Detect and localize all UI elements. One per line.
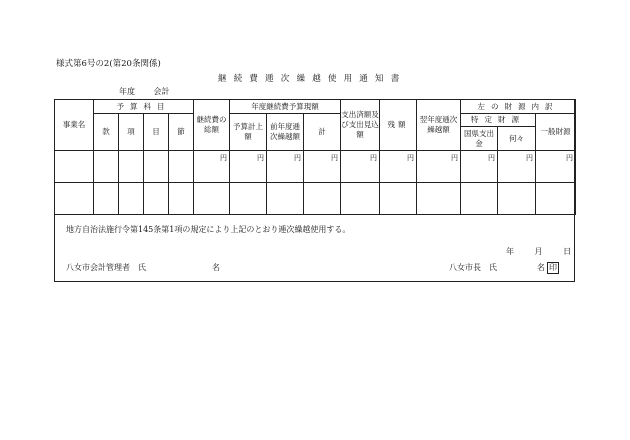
yen-unit: 円 [304,151,341,183]
header-setsu: 節 [169,114,194,151]
date-day: 日 [563,247,572,256]
header-spent: 支出済額及び支出見込額 [341,100,380,151]
date-year: 年 [506,247,514,256]
header-sum: 計 [304,114,341,151]
mayor-name-char: 名 [537,263,545,272]
seal-stamp: 印 [549,263,557,272]
yen-unit: 円 [380,151,417,183]
table-row [55,183,576,215]
header-prev-carry: 前年度逓次繰越額 [267,114,304,151]
table-row [55,151,576,183]
budget-table [54,99,576,215]
yen-unit: 円 [194,151,230,183]
yen-unit: 円 [341,151,380,183]
yen-unit: 円 [267,151,304,183]
header-budget-subject: 予算科目 [94,100,194,114]
yen-unit: 円 [461,151,498,183]
year-label: 年度 [119,87,135,96]
statement-text: 地方自治法施行令第145条第1項の規定により上記のとおり逓次繰越使用する。 [66,225,351,234]
header-national: 国県支出金 [461,127,498,151]
header-moku: 目 [144,114,169,151]
header-next-carry: 翌年度逓次繰越額 [417,100,461,151]
fiscal-year-line [119,86,170,97]
header-specific-funding: 特定財源 [461,114,536,127]
header-kou: 項 [119,114,144,151]
header-kan: 款 [94,114,119,151]
date-line [506,246,589,257]
mayor-name-label [537,262,559,274]
header-current-year-budget: 年度継続費予算現額 [230,100,341,114]
header-funding-breakdown: 左の財源内訳 [461,100,576,114]
mayor-label: 八女市長 氏 [449,263,497,272]
form-number: 様式第6号の2(第20条関係) [56,59,161,69]
yen-unit: 円 [536,151,576,183]
header-budget-amount: 予算計上額 [230,114,267,151]
header-other: 何々 [498,127,536,151]
header-project: 事業名 [55,100,94,151]
date-month: 月 [534,247,543,256]
document-title: 継続費逓次繰越使用通知書 [218,74,407,84]
accountant-label: 八女市会計管理者 氏 [66,263,146,272]
header-general-funding: 一般財源 [536,114,576,151]
accountant-name-label: 名 [212,263,220,272]
header-remaining: 残額 [380,100,417,151]
yen-unit: 円 [230,151,267,183]
header-total: 継続費の総額 [194,100,230,151]
account-label: 会計 [153,87,170,96]
yen-unit: 円 [417,151,461,183]
yen-unit: 円 [498,151,536,183]
